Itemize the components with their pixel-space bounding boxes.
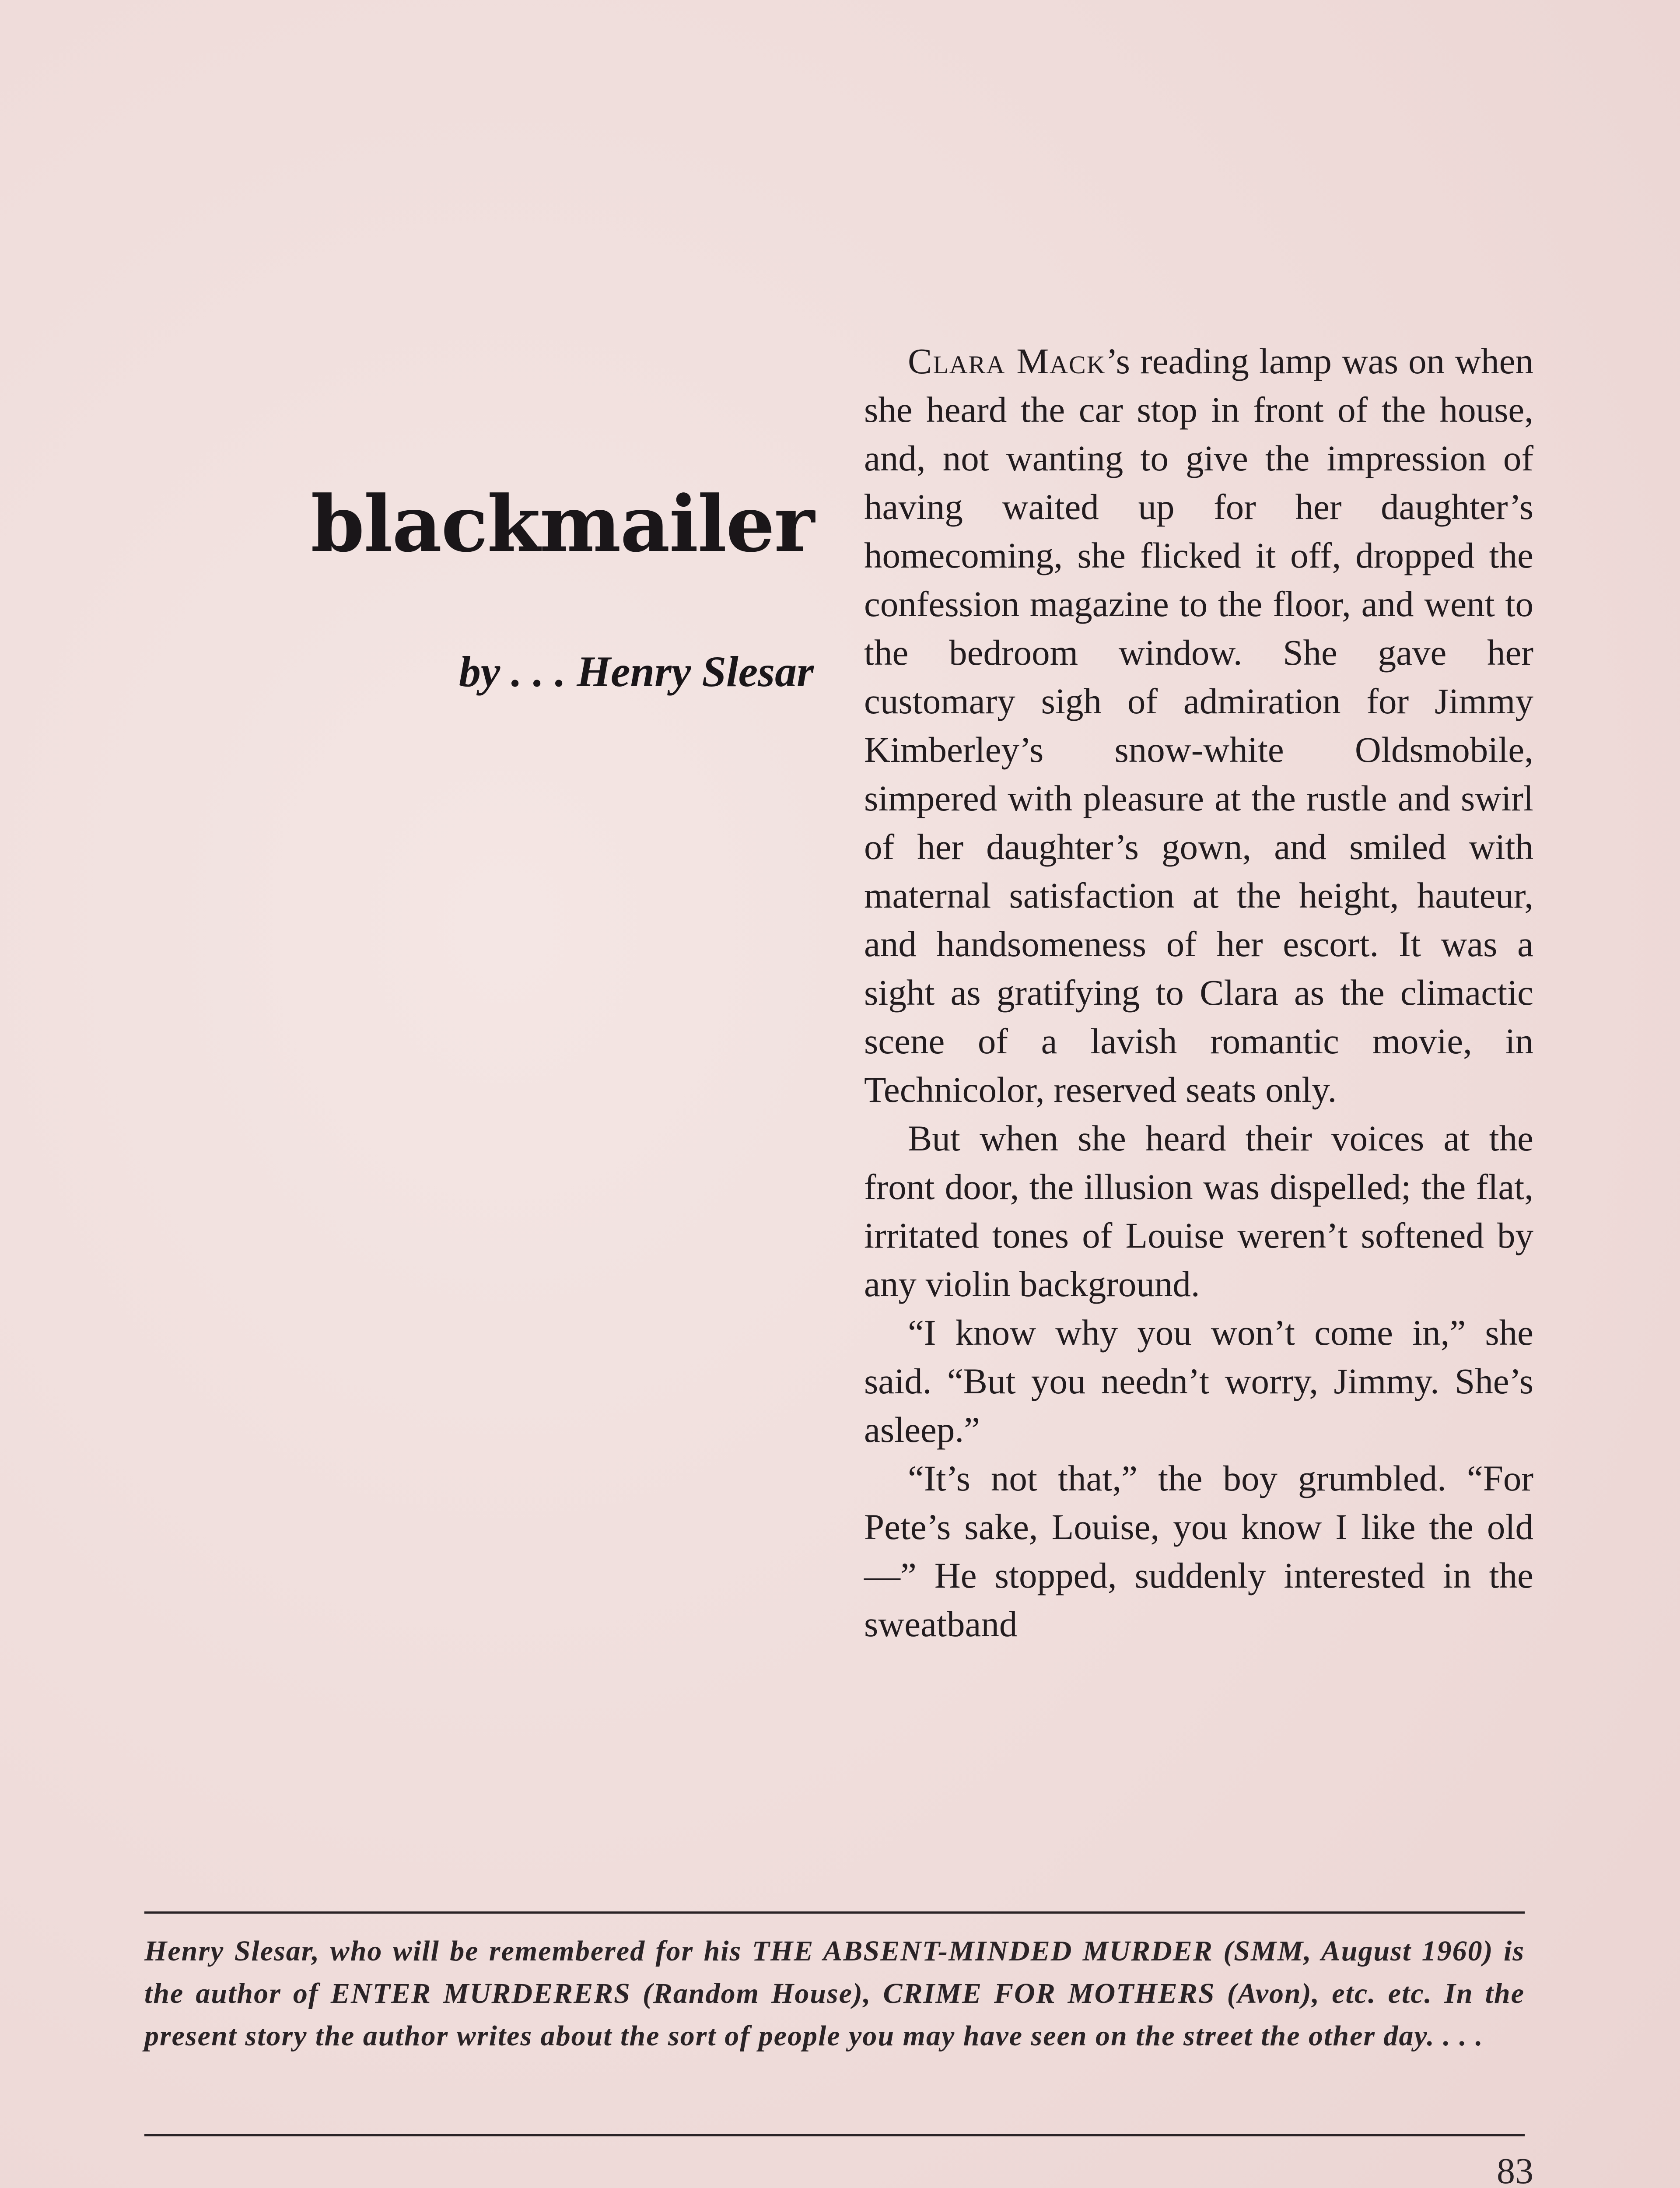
author-byline: by . . . Henry Slesar [458,647,814,696]
story-paragraph [864,337,1533,1114]
story-paragraph: But when she heard their voices at the front door, the illusion was dispelled; the flat, irritated tones of Louise weren’t softened by any violin background. [864,1118,1533,1304]
page-number: 83 [1497,2151,1533,2188]
divider-rule-bottom [144,2134,1525,2136]
story-paragraph: “It’s not that,” the boy grumbled. “For Pete’s sake, Louise, you know I like the old—” He stopped, suddenly interested in the sweatband [864,1458,1533,1644]
story-title: blackmailer [311,479,814,569]
story-paragraph: “I know why you won’t come in,” she said. “But you needn’t worry, Jimmy. She’s asleep.” [864,1312,1533,1450]
author-note: Henry Slesar, who will be remembered for his THE ABSENT-MINDED MURDER (SMM, August 1960) is the author of ENTER MURDERERS (Random House), CRIME FOR MOTHERS (Avon), etc. etc. In the present story the author writes about the sort of people you may have seen on the street the other day. . . . [144,1935,1525,2052]
opening-name: Clara Mack [908,341,1106,381]
divider-rule-top [144,1911,1525,1914]
story-body [864,337,1533,1648]
paragraph-text: ’s reading lamp was on when she heard the car stop in front of the house, and, not wanting to give the impression of having waited up for her daughter’s homecoming, she flicked it off, dropped the confession magazine to the floor, and went to the bedroom window. She gave her customary sigh of admiration for Jimmy Kimberley’s snow-white Oldsmobile, simpered with pleasure at the rustle and swirl of her daughter’s gown, and smiled with maternal satisfaction at the height, hauteur, and handsomeness of her escort. It was a sight as gratifying to Clara as the climactic scene of a lavish romantic movie, in Technicolor, reserved seats only. [864,341,1533,1110]
